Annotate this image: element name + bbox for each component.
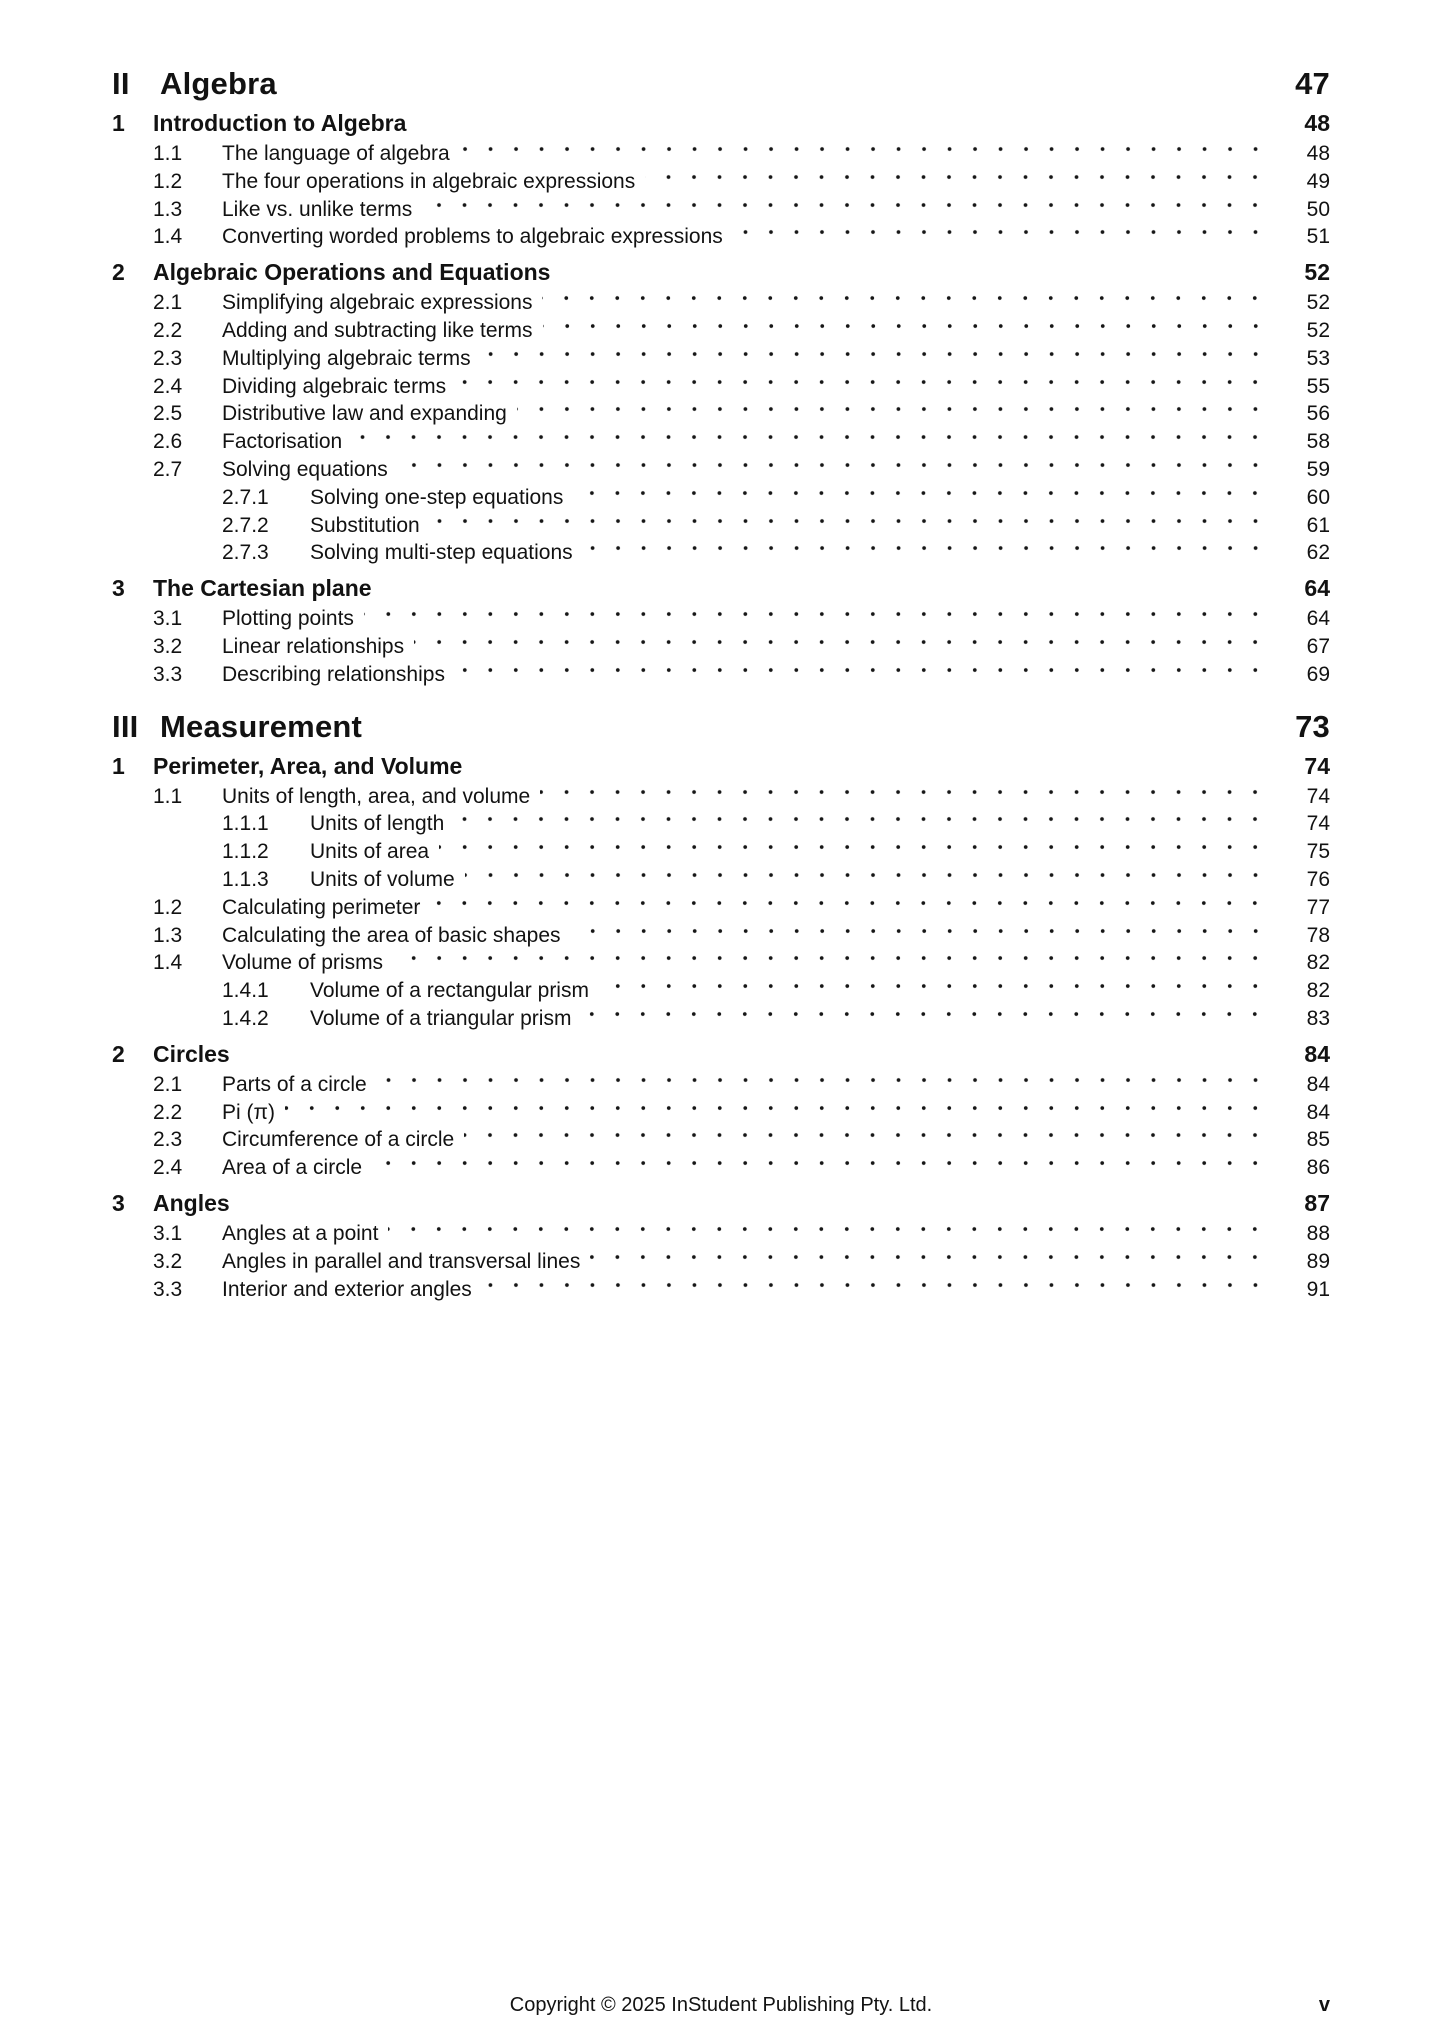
dot-leader	[645, 168, 1272, 196]
entry-title: Linear relationships	[222, 634, 405, 658]
toc-entry	[112, 223, 1330, 251]
toc-entry	[112, 633, 1330, 661]
dot-leader	[540, 783, 1272, 811]
entry-title: Measurement	[160, 708, 363, 744]
entry-page-number: 84	[1306, 1100, 1330, 1124]
entry-title: Introduction to Algebra	[153, 110, 407, 136]
dot-leader	[464, 1126, 1272, 1154]
dot-leader	[414, 633, 1272, 661]
entry-page-number: 78	[1306, 923, 1330, 947]
entry-title: Angles at a point	[222, 1221, 379, 1245]
entry-page-number: 60	[1306, 485, 1330, 509]
entry-number: 2.1	[153, 1072, 183, 1096]
entry-number: 2.2	[153, 1100, 183, 1124]
toc-entry	[112, 751, 1330, 781]
dot-leader	[581, 1005, 1272, 1033]
entry-number: 3.2	[153, 1249, 183, 1273]
toc-entry	[112, 484, 1330, 512]
entry-page-number: 55	[1306, 374, 1330, 398]
entry-number: 3.1	[153, 607, 183, 631]
entry-title: The Cartesian plane	[153, 575, 372, 602]
entry-title: Perimeter, Area, and Volume	[153, 752, 463, 779]
entry-title: Units of length, area, and volume	[222, 784, 531, 808]
entry-number: 2	[112, 1040, 125, 1067]
toc-entry	[112, 168, 1330, 196]
toc-entry	[112, 108, 1330, 138]
dot-leader	[465, 866, 1272, 894]
entry-number: 2.4	[153, 374, 183, 398]
entry-title: Volume of a triangular prism	[310, 1006, 572, 1030]
entry-number: 2.5	[153, 402, 183, 426]
entry-number: 3.3	[153, 1277, 183, 1301]
entry-title: Multiplying algebraic terms	[222, 346, 471, 370]
entry-title: Circles	[153, 1040, 230, 1067]
toc-entry	[112, 573, 1330, 603]
toc-entry	[112, 428, 1330, 456]
entry-title: Units of volume	[310, 867, 455, 891]
toc-entry	[112, 539, 1330, 567]
toc-entry	[112, 289, 1330, 317]
toc-entry	[112, 709, 1330, 745]
entry-title: Units of area	[310, 840, 430, 864]
dot-leader	[573, 484, 1272, 512]
entry-title: Factorisation	[222, 430, 343, 454]
toc-entry	[112, 1099, 1330, 1127]
table-of-contents	[112, 66, 1330, 1303]
toc-entry	[112, 1126, 1330, 1154]
toc-entry	[112, 949, 1330, 977]
dot-leader	[422, 196, 1272, 224]
entry-page-number: 86	[1306, 1156, 1330, 1180]
entry-number: 2.7.1	[222, 485, 269, 509]
entry-number: 1.1.1	[222, 812, 269, 836]
dot-leader	[456, 373, 1272, 401]
toc-entry	[112, 605, 1330, 633]
toc-entry	[112, 894, 1330, 922]
spacer	[240, 1188, 1272, 1218]
toc-entry	[112, 1154, 1330, 1182]
entry-number: 3	[112, 575, 125, 602]
entry-page-number: 77	[1306, 895, 1330, 919]
entry-page-number: 48	[1306, 142, 1330, 165]
toc-entry	[112, 456, 1330, 484]
entry-number: 2.7.2	[222, 513, 269, 537]
dot-leader	[454, 810, 1272, 838]
entry-title: Adding and subtracting like terms	[222, 318, 533, 342]
spacer	[382, 573, 1272, 603]
entry-title: Calculating perimeter	[222, 895, 421, 919]
entry-title: Units of length	[310, 812, 445, 836]
entry-title: Angles	[153, 1189, 230, 1216]
entry-page-number: 50	[1306, 197, 1330, 221]
dot-leader	[430, 512, 1272, 540]
entry-page-number: 47	[1295, 66, 1330, 101]
entry-title: Solving multi-step equations	[310, 541, 573, 565]
entry-number: 1.1	[153, 142, 183, 165]
entry-title: Substitution	[310, 513, 420, 537]
entry-number: 1.2	[153, 895, 183, 919]
entry-title: Plotting points	[222, 607, 354, 631]
entry-number: 2.3	[153, 346, 183, 370]
toc-entry	[112, 1248, 1330, 1276]
entry-page-number: 49	[1306, 169, 1330, 193]
dot-leader	[455, 661, 1272, 689]
entry-page-number: 64	[1304, 575, 1330, 602]
dot-leader	[599, 977, 1272, 1005]
dot-leader	[481, 345, 1272, 373]
dot-leader	[430, 894, 1272, 922]
entry-title: Parts of a circle	[222, 1072, 367, 1096]
entry-page-number: 85	[1306, 1128, 1330, 1152]
entry-page-number: 69	[1306, 662, 1330, 686]
entry-page-number: 88	[1306, 1221, 1330, 1245]
entry-page-number: 83	[1306, 1006, 1330, 1030]
entry-page-number: 52	[1304, 259, 1330, 286]
spacer	[240, 1039, 1272, 1069]
dot-leader	[352, 428, 1272, 456]
entry-number: 3	[112, 1189, 125, 1216]
page-footer	[112, 1993, 1330, 2017]
entry-title: Volume of prisms	[222, 951, 384, 975]
entry-page-number: 84	[1304, 1040, 1330, 1067]
entry-page-number: 56	[1306, 402, 1330, 426]
toc-entry	[112, 66, 1330, 102]
toc-entry	[112, 400, 1330, 428]
dot-leader	[517, 400, 1272, 428]
entry-title: Like vs. unlike terms	[222, 197, 413, 221]
toc-entry	[112, 1039, 1330, 1069]
toc-entry	[112, 1005, 1330, 1033]
entry-page-number: 67	[1306, 634, 1330, 658]
toc-entry	[112, 922, 1330, 950]
entry-page-number: 89	[1306, 1249, 1330, 1273]
entry-title: Algebraic Operations and Equations	[153, 259, 551, 286]
entry-title: Interior and exterior angles	[222, 1277, 472, 1301]
entry-number: 1.1	[153, 784, 183, 808]
entry-page-number: 59	[1306, 457, 1330, 481]
entry-number: 1.1.2	[222, 840, 269, 864]
entry-page-number: 74	[1304, 752, 1330, 779]
entry-number: 1.4	[153, 225, 183, 249]
entry-number: 1.4.2	[222, 1006, 269, 1030]
entry-title: Calculating the area of basic shapes	[222, 923, 561, 947]
entry-number: 2.2	[153, 318, 183, 342]
entry-page-number: 52	[1306, 318, 1330, 342]
entry-title: Converting worded problems to algebraic expressions	[222, 225, 723, 249]
toc-entry	[112, 866, 1330, 894]
entry-page-number: 61	[1306, 513, 1330, 537]
dot-leader	[439, 838, 1272, 866]
entry-page-number: 82	[1306, 979, 1330, 1003]
entry-title: Circumference of a circle	[222, 1128, 455, 1152]
entry-number: II	[112, 66, 130, 101]
dot-leader	[285, 1099, 1272, 1127]
entry-number: 2.1	[153, 291, 183, 315]
entry-page-number: 73	[1295, 708, 1330, 744]
entry-number: 2.7	[153, 457, 183, 481]
dot-leader	[733, 223, 1272, 251]
entry-title: Describing relationships	[222, 662, 445, 686]
spacer	[472, 751, 1272, 781]
toc-entry	[112, 345, 1330, 373]
entry-number: 1.3	[153, 923, 183, 947]
toc-entry	[112, 1071, 1330, 1099]
dot-leader	[542, 289, 1272, 317]
entry-title: Distributive law and expanding	[222, 402, 507, 426]
toc-entry	[112, 1188, 1330, 1218]
entry-number: 1	[112, 752, 125, 779]
dot-leader	[543, 317, 1273, 345]
entry-page-number: 64	[1306, 607, 1330, 631]
entry-title: The four operations in algebraic expressions	[222, 169, 636, 193]
entry-title: Volume of a rectangular prism	[310, 979, 589, 1003]
entry-number: 3.3	[153, 662, 183, 686]
entry-number: 2	[112, 259, 125, 286]
entry-title: Simplifying algebraic expressions	[222, 291, 533, 315]
dot-leader	[583, 539, 1272, 567]
toc-entry	[112, 661, 1330, 689]
entry-title: Solving one-step equations	[310, 485, 564, 509]
entry-page-number: 51	[1306, 225, 1330, 249]
copyright-text: Copyright © 2025 InStudent Publishing Pty. Ltd.	[509, 1994, 933, 2016]
entry-title: Dividing algebraic terms	[222, 374, 447, 398]
entry-number: 3.1	[153, 1221, 183, 1245]
toc-entry	[112, 838, 1330, 866]
dot-leader	[398, 456, 1272, 484]
toc-entry	[112, 140, 1330, 168]
dot-leader	[388, 1220, 1272, 1248]
toc-entry	[112, 1220, 1330, 1248]
entry-number: 2.6	[153, 430, 183, 454]
dot-leader	[482, 1276, 1272, 1304]
entry-number: 1.4.1	[222, 979, 269, 1003]
entry-title: Angles in parallel and transversal lines	[222, 1249, 581, 1273]
spacer	[287, 66, 1272, 102]
entry-number: 2.4	[153, 1156, 183, 1180]
entry-page-number: 48	[1304, 110, 1330, 136]
entry-page-number: 84	[1306, 1072, 1330, 1096]
entry-title: Solving equations	[222, 457, 388, 481]
dot-leader	[393, 949, 1272, 977]
entry-page-number: 62	[1306, 541, 1330, 565]
entry-number: III	[112, 708, 139, 744]
toc-entry	[112, 196, 1330, 224]
entry-number: 1.3	[153, 197, 183, 221]
toc-entry	[112, 977, 1330, 1005]
entry-number: 1.1.3	[222, 867, 269, 891]
dot-leader	[377, 1071, 1272, 1099]
entry-number: 1.2	[153, 169, 183, 193]
dot-leader	[590, 1248, 1272, 1276]
entry-page-number: 87	[1304, 1189, 1330, 1216]
entry-page-number: 91	[1306, 1277, 1330, 1301]
toc-entry	[112, 783, 1330, 811]
entry-title: Pi (π)	[222, 1100, 275, 1124]
toc-entry	[112, 317, 1330, 345]
entry-number: 1.4	[153, 951, 183, 975]
toc-entry	[112, 373, 1330, 401]
toc-entry	[112, 810, 1330, 838]
entry-title: Area of a circle	[222, 1156, 363, 1180]
spacer	[416, 108, 1272, 138]
entry-number: 3.2	[153, 634, 183, 658]
folio-page-number: v	[1318, 1994, 1330, 2016]
entry-page-number: 58	[1306, 430, 1330, 454]
entry-number: 1	[112, 110, 125, 136]
entry-title: The language of algebra	[222, 142, 450, 165]
entry-page-number: 75	[1306, 840, 1330, 864]
entry-title: Algebra	[160, 66, 277, 101]
dot-leader	[571, 922, 1272, 950]
toc-entry	[112, 257, 1330, 287]
entry-page-number: 82	[1306, 951, 1330, 975]
dot-leader	[372, 1154, 1272, 1182]
entry-number: 2.7.3	[222, 541, 269, 565]
entry-page-number: 74	[1306, 812, 1330, 836]
spacer	[372, 709, 1272, 745]
spacer	[560, 257, 1272, 287]
entry-page-number: 52	[1306, 291, 1330, 315]
entry-page-number: 74	[1306, 784, 1330, 808]
toc-entry	[112, 512, 1330, 540]
dot-leader	[364, 605, 1272, 633]
entry-page-number: 76	[1306, 867, 1330, 891]
toc-entry	[112, 1276, 1330, 1304]
entry-number: 2.3	[153, 1128, 183, 1152]
entry-page-number: 53	[1306, 346, 1330, 370]
dot-leader	[460, 140, 1272, 168]
